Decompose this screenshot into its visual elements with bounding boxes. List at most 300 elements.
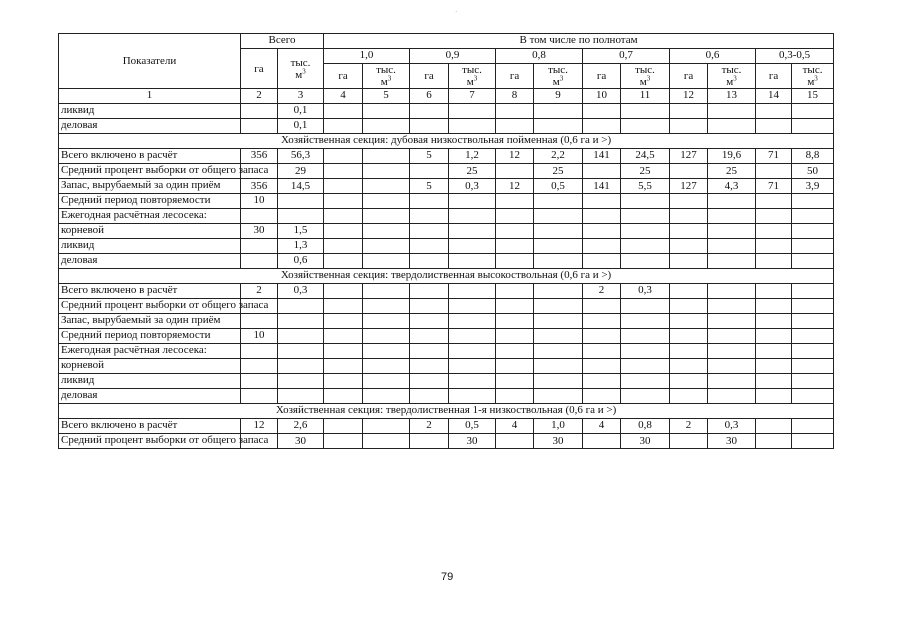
table-cell: [278, 329, 324, 344]
table-cell: [241, 209, 278, 224]
table-cell: [449, 389, 496, 404]
table-cell: [449, 104, 496, 119]
table-cell: [670, 389, 708, 404]
table-cell: [621, 119, 670, 134]
table-cell: [410, 119, 449, 134]
table-row: [59, 314, 834, 329]
table-cell: [278, 359, 324, 374]
row-label: корневой: [59, 359, 241, 374]
table-cell: [324, 149, 363, 164]
table-cell: [792, 314, 834, 329]
header-total-ha: га: [241, 49, 278, 89]
header-densities-group: В том числе по полнотам: [324, 34, 834, 49]
table-cell: [708, 299, 756, 314]
table-row: [59, 389, 834, 404]
header-total: Всего: [241, 34, 324, 49]
table-cell: [670, 224, 708, 239]
table-cell: [324, 419, 363, 434]
row-label: ликвид: [59, 374, 241, 389]
table-cell: [583, 209, 621, 224]
table-cell: [621, 374, 670, 389]
unit-m3: $м^3$: [295, 66, 306, 81]
table-row: [59, 149, 834, 164]
table-cell: [324, 239, 363, 254]
table-cell: [363, 119, 410, 134]
table-cell: [363, 149, 410, 164]
table-cell: [792, 284, 834, 299]
row-label: Средний период повторяемости: [59, 329, 241, 344]
table-cell: [583, 119, 621, 134]
table-cell: [496, 284, 534, 299]
table-cell: 4: [583, 419, 621, 434]
section-title: Хозяйственная секция: твердолиственная 1-я низкоствольная (0,6 га и >): [59, 404, 834, 419]
unit-m3: $м^3$: [807, 74, 818, 88]
table-cell: [324, 329, 363, 344]
table-cell: 29: [278, 164, 324, 179]
table-cell: [792, 359, 834, 374]
row-label: Всего включено в расчёт: [59, 284, 241, 299]
table-cell: 30: [449, 434, 496, 449]
header-density-4: 0,6: [670, 49, 756, 64]
table-cell: 1,3: [278, 239, 324, 254]
unit-ths: тыс.: [721, 64, 742, 76]
table-cell: [449, 314, 496, 329]
table-row: [59, 164, 834, 179]
table-cell: [583, 194, 621, 209]
table-cell: [410, 209, 449, 224]
table-cell: [496, 239, 534, 254]
row-label: Ежегодная расчётная лесосека:: [59, 209, 241, 224]
table-cell: 356: [241, 179, 278, 194]
table-cell: [534, 314, 583, 329]
header-m3-3: [621, 64, 670, 89]
table-cell: [241, 344, 278, 359]
table-cell: [670, 164, 708, 179]
table-cell: [449, 119, 496, 134]
table-cell: [363, 374, 410, 389]
table-cell: [496, 194, 534, 209]
table-cell: [756, 209, 792, 224]
table-cell: [708, 389, 756, 404]
table-cell: [708, 209, 756, 224]
column-number: 12: [670, 89, 708, 104]
table-cell: [583, 299, 621, 314]
table-cell: [583, 224, 621, 239]
row-label: ликвид: [59, 239, 241, 254]
header-density-0: 1,0: [324, 49, 410, 64]
table-cell: 30: [534, 434, 583, 449]
table-cell: [670, 119, 708, 134]
table-cell: [583, 434, 621, 449]
table-cell: [496, 209, 534, 224]
table-cell: [363, 389, 410, 404]
table-cell: [583, 314, 621, 329]
table-cell: 71: [756, 179, 792, 194]
column-number: 6: [410, 89, 449, 104]
table-cell: [792, 299, 834, 314]
table-cell: 8,8: [792, 149, 834, 164]
table-cell: [534, 329, 583, 344]
table-cell: [496, 359, 534, 374]
table-cell: [241, 119, 278, 134]
table-cell: [756, 329, 792, 344]
table-cell: [363, 179, 410, 194]
table-cell: [621, 299, 670, 314]
table-cell: 5: [410, 149, 449, 164]
header-total-m3: [278, 49, 324, 89]
table-cell: 12: [496, 179, 534, 194]
table-cell: [670, 284, 708, 299]
table-cell: 1,2: [449, 149, 496, 164]
table-cell: [278, 389, 324, 404]
column-number: 1: [59, 89, 241, 104]
column-number: 9: [534, 89, 583, 104]
table-cell: [324, 344, 363, 359]
table-cell: [324, 284, 363, 299]
table-cell: 25: [621, 164, 670, 179]
table-cell: [324, 209, 363, 224]
table-cell: [534, 194, 583, 209]
table-cell: [410, 329, 449, 344]
row-label: Всего включено в расчёт: [59, 149, 241, 164]
table-cell: [756, 314, 792, 329]
table-cell: 127: [670, 149, 708, 164]
table-cell: [756, 299, 792, 314]
table-cell: [708, 194, 756, 209]
table-row: [59, 224, 834, 239]
table-cell: [534, 359, 583, 374]
table-cell: [363, 194, 410, 209]
table-cell: 10: [241, 194, 278, 209]
table-row: [59, 209, 834, 224]
table-row: [59, 194, 834, 209]
row-label: Средний процент выборки от общего запаса: [59, 434, 241, 449]
header-ha-1: га: [410, 64, 449, 89]
table-cell: [621, 344, 670, 359]
table-cell: [621, 389, 670, 404]
table-row: [59, 299, 834, 314]
table-cell: [670, 344, 708, 359]
column-number: 4: [324, 89, 363, 104]
column-number: 13: [708, 89, 756, 104]
table-row: [59, 254, 834, 269]
table-cell: [756, 389, 792, 404]
table-cell: [583, 104, 621, 119]
table-cell: [708, 254, 756, 269]
table-cell: 25: [708, 164, 756, 179]
table-cell: [670, 194, 708, 209]
table-row: [59, 434, 834, 449]
table-cell: [792, 434, 834, 449]
header-density-1: 0,9: [410, 49, 496, 64]
table-cell: [449, 344, 496, 359]
unit-ths: тыс.: [290, 56, 311, 69]
table-cell: [534, 389, 583, 404]
table-cell: [583, 374, 621, 389]
table-cell: [756, 434, 792, 449]
table-cell: [756, 344, 792, 359]
table-cell: [324, 104, 363, 119]
table-cell: [324, 179, 363, 194]
table-cell: 0,1: [278, 104, 324, 119]
table-cell: [363, 419, 410, 434]
table-cell: [792, 119, 834, 134]
table-cell: [670, 104, 708, 119]
table-cell: 0,3: [621, 284, 670, 299]
table-cell: 0,3: [449, 179, 496, 194]
table-cell: [756, 224, 792, 239]
table-cell: [324, 389, 363, 404]
table-cell: [534, 284, 583, 299]
table-cell: [756, 164, 792, 179]
table-cell: [496, 104, 534, 119]
table-cell: [410, 344, 449, 359]
table-cell: 2: [670, 419, 708, 434]
header-ha-0: га: [324, 64, 363, 89]
unit-ths: тыс.: [635, 64, 655, 76]
table-cell: [449, 359, 496, 374]
table-cell: [278, 299, 324, 314]
table-cell: [363, 299, 410, 314]
table-cell: [621, 194, 670, 209]
unit-m3: $м^3$: [639, 74, 651, 88]
table-cell: [756, 239, 792, 254]
page-number: 79: [441, 571, 454, 583]
unit-m3: $м^3$: [552, 74, 564, 88]
table-cell: 4,3: [708, 179, 756, 194]
table-cell: [324, 359, 363, 374]
table-cell: [792, 344, 834, 359]
table-cell: [278, 209, 324, 224]
table-row: [59, 284, 834, 299]
table-cell: 356: [241, 149, 278, 164]
table-cell: [708, 329, 756, 344]
table-cell: [534, 119, 583, 134]
table-cell: [363, 359, 410, 374]
table-cell: [363, 329, 410, 344]
table-cell: [756, 119, 792, 134]
table-cell: [496, 314, 534, 329]
table-cell: [241, 254, 278, 269]
table-cell: [278, 374, 324, 389]
data-table: [58, 33, 834, 449]
table-cell: [756, 284, 792, 299]
header-ha-3: га: [583, 64, 621, 89]
header-m3-5: [792, 64, 834, 89]
row-label: корневой: [59, 224, 241, 239]
table-row: [59, 119, 834, 134]
table-row: [59, 374, 834, 389]
table-cell: 4: [496, 419, 534, 434]
header-m3-1: [449, 64, 496, 89]
table-cell: [410, 434, 449, 449]
table-cell: [324, 119, 363, 134]
unit-m3: $м^3$: [726, 74, 737, 88]
column-number: 11: [621, 89, 670, 104]
table-cell: [583, 389, 621, 404]
table-cell: [534, 239, 583, 254]
table-row: [59, 239, 834, 254]
table-cell: [410, 104, 449, 119]
table-cell: [756, 104, 792, 119]
table-cell: [583, 359, 621, 374]
table-cell: 0,3: [278, 284, 324, 299]
table-cell: [583, 329, 621, 344]
table-cell: [278, 344, 324, 359]
table-cell: [792, 329, 834, 344]
table-cell: [324, 314, 363, 329]
table-cell: 1,5: [278, 224, 324, 239]
table-cell: [496, 254, 534, 269]
table-cell: [496, 329, 534, 344]
table-cell: [496, 119, 534, 134]
row-label: Всего включено в расчёт: [59, 419, 241, 434]
table-cell: [708, 359, 756, 374]
table-cell: [496, 374, 534, 389]
header-density-5: 0,3-0,5: [756, 49, 834, 64]
column-number: 7: [449, 89, 496, 104]
table-cell: 14,5: [278, 179, 324, 194]
table-cell: [756, 419, 792, 434]
table-cell: [241, 389, 278, 404]
table-cell: 30: [278, 434, 324, 449]
table-cell: [792, 239, 834, 254]
table-cell: 0,3: [708, 419, 756, 434]
section-title: Хозяйственная секция: твердолиственная высокоствольная (0,6 га и >): [59, 269, 834, 284]
table-cell: [534, 104, 583, 119]
table-cell: [410, 194, 449, 209]
table-cell: 2,6: [278, 419, 324, 434]
table-cell: [792, 104, 834, 119]
table-cell: [278, 194, 324, 209]
table-cell: [496, 164, 534, 179]
table-cell: [534, 374, 583, 389]
table-cell: [583, 239, 621, 254]
table-cell: [410, 374, 449, 389]
table-cell: 0,1: [278, 119, 324, 134]
row-label: ликвид: [59, 104, 241, 119]
table-cell: 1,0: [534, 419, 583, 434]
table-cell: 5,5: [621, 179, 670, 194]
table-cell: [278, 314, 324, 329]
table-cell: [241, 359, 278, 374]
table-cell: 2,2: [534, 149, 583, 164]
table-cell: [708, 224, 756, 239]
table-cell: [496, 389, 534, 404]
table-cell: [449, 284, 496, 299]
table-cell: 5: [410, 179, 449, 194]
table-cell: 50: [792, 164, 834, 179]
table-cell: [449, 329, 496, 344]
table-cell: [363, 434, 410, 449]
table-cell: [708, 239, 756, 254]
table-cell: 25: [534, 164, 583, 179]
table-cell: [756, 194, 792, 209]
table-cell: 0,6: [278, 254, 324, 269]
table-cell: [449, 254, 496, 269]
table-cell: [324, 254, 363, 269]
table-cell: [363, 239, 410, 254]
column-number: 3: [278, 89, 324, 104]
table-cell: [621, 209, 670, 224]
table-cell: [670, 314, 708, 329]
table-cell: [496, 299, 534, 314]
table-cell: [324, 224, 363, 239]
table-cell: [449, 239, 496, 254]
table-cell: 30: [621, 434, 670, 449]
table-cell: [708, 314, 756, 329]
table-row: [59, 329, 834, 344]
table-cell: [241, 239, 278, 254]
table-cell: [708, 104, 756, 119]
table-cell: [583, 254, 621, 269]
header-ha-4: га: [670, 64, 708, 89]
table-cell: 2: [583, 284, 621, 299]
table-cell: [534, 254, 583, 269]
table-cell: [756, 359, 792, 374]
table-cell: [621, 254, 670, 269]
table-cell: [670, 359, 708, 374]
table-cell: [410, 224, 449, 239]
table-cell: 141: [583, 179, 621, 194]
table-row: [59, 419, 834, 434]
unit-ths: тыс.: [802, 64, 823, 76]
table-cell: [449, 374, 496, 389]
table-cell: [449, 224, 496, 239]
header-m3-4: [708, 64, 756, 89]
table-cell: 12: [241, 419, 278, 434]
table-cell: [410, 254, 449, 269]
table-cell: [708, 374, 756, 389]
table-cell: [363, 314, 410, 329]
unit-ths: тыс.: [462, 64, 482, 76]
table-cell: [621, 104, 670, 119]
table-cell: [792, 374, 834, 389]
table-cell: [363, 164, 410, 179]
table-cell: [496, 344, 534, 359]
table-cell: [621, 239, 670, 254]
table-cell: 3,9: [792, 179, 834, 194]
header-indicators: Показатели: [59, 34, 241, 89]
table-cell: 2: [410, 419, 449, 434]
table-cell: [670, 434, 708, 449]
header-ha-2: га: [496, 64, 534, 89]
table-cell: [449, 194, 496, 209]
table-cell: 12: [496, 149, 534, 164]
table-cell: [792, 254, 834, 269]
table-cell: [708, 284, 756, 299]
table-cell: [410, 239, 449, 254]
table-cell: [410, 359, 449, 374]
table-cell: [363, 224, 410, 239]
row-label: деловая: [59, 254, 241, 269]
row-label: деловая: [59, 389, 241, 404]
table-cell: 0,5: [534, 179, 583, 194]
row-label: Ежегодная расчётная лесосека:: [59, 344, 241, 359]
header-density-2: 0,8: [496, 49, 583, 64]
section-2-row: [59, 269, 834, 284]
unit-ths: тыс.: [376, 64, 396, 76]
table-cell: 19,6: [708, 149, 756, 164]
unit-m3: $м^3$: [380, 74, 392, 88]
table-row: [59, 179, 834, 194]
header-density-3: 0,7: [583, 49, 670, 64]
table-cell: [583, 344, 621, 359]
table-cell: [792, 419, 834, 434]
table-cell: [241, 104, 278, 119]
table-cell: [363, 254, 410, 269]
table-cell: [363, 284, 410, 299]
